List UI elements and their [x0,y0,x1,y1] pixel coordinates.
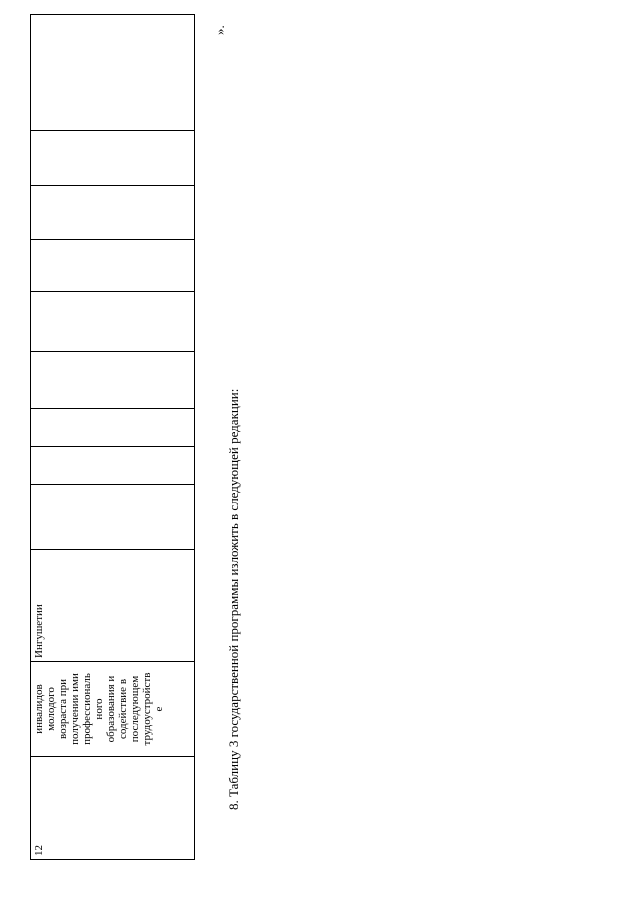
empty-cell [31,409,195,447]
description-line: молодого [45,687,57,731]
description-line: е [153,706,165,712]
description-line: профессиональ [81,673,93,745]
region-cell: Ингушетии [31,550,195,662]
description-line: получении ими [69,673,81,745]
description-line: ного [93,698,105,720]
description-line: образования и [105,675,117,743]
description-line: последующем [129,675,141,743]
empty-cell [31,240,195,292]
empty-cell [31,485,195,550]
empty-cell [31,292,195,352]
empty-cell [31,352,195,409]
description-line: содействие в [117,678,129,740]
description-line: трудоустройств [141,672,153,746]
row-number-cell: 12 [31,757,195,860]
table-row [31,15,195,860]
empty-cell [31,186,195,240]
empty-cell [31,131,195,186]
data-table [30,14,195,860]
description-line: инвалидов [33,684,45,734]
amendment-caption: 8. Таблицу 3 государственной программы изложить в следующей редакции: [226,388,241,810]
empty-cell [31,15,195,131]
description-line: возраста при [57,678,69,740]
empty-cell [31,447,195,485]
description-cell [31,662,195,757]
closing-quote-mark: ». [212,25,227,35]
